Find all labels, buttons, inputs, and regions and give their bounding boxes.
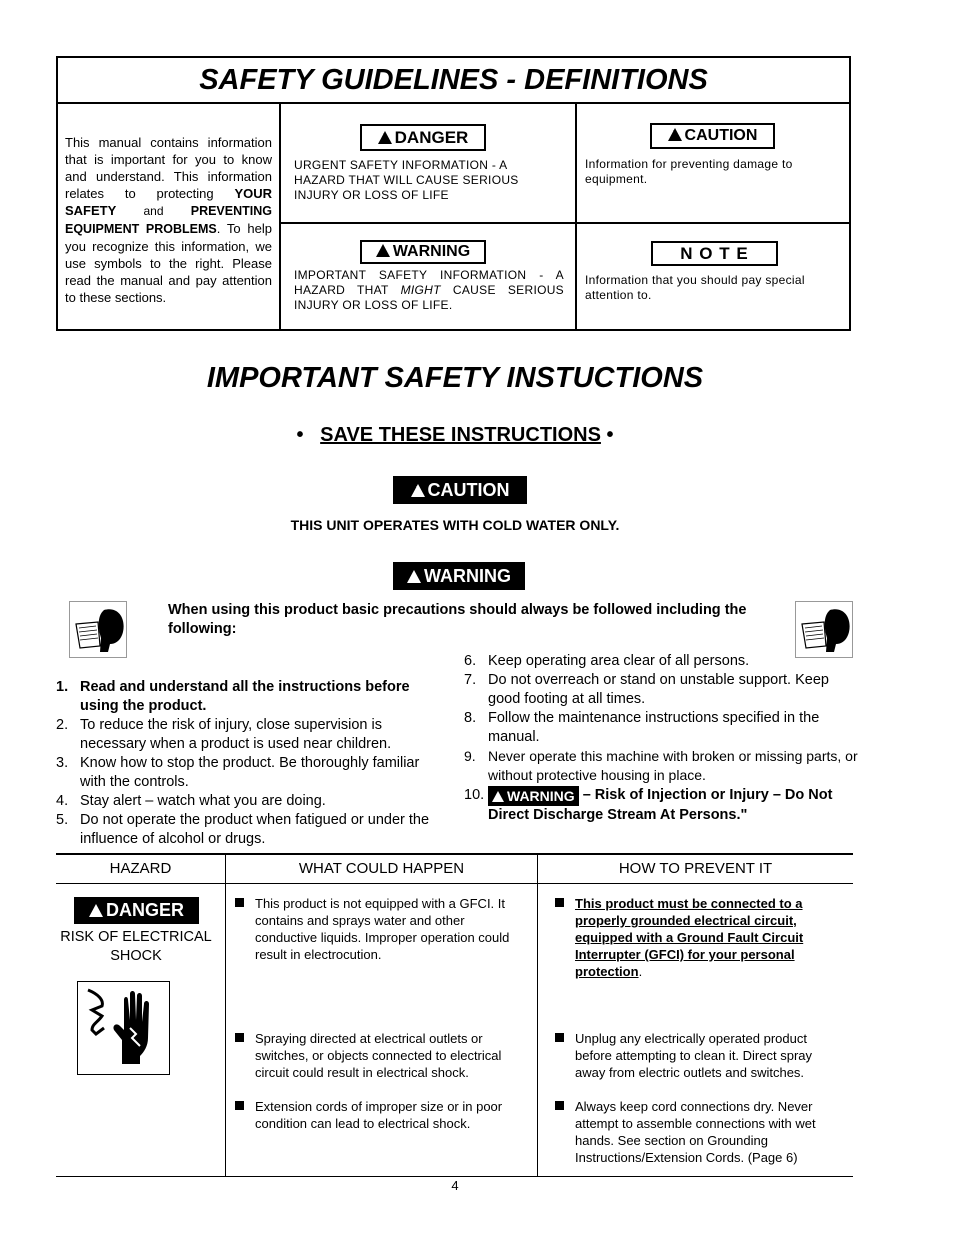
what-could-happen-column [235,895,527,1132]
danger-sign: !DANGER [360,124,486,151]
table-column-divider [537,855,538,1176]
list-item: 3. Know how to stop the product. Be thoroughly familiar with the controls. [56,755,420,790]
how-to-prevent-column [555,895,835,1166]
warning-triangle-icon [411,484,425,497]
danger-definition: URGENT SAFETY INFORMATION - A HAZARD THAT WILL CAUSE SERIOUS INJURY OR LOSS OF LIFE [294,158,519,202]
divider [575,104,577,331]
warning-definition: IMPORTANT SAFETY INFORMATION - A HAZARD THAT MIGHT CAUSE SERIOUS INJURY OR LOSS OF LIFE. [294,268,564,312]
read-manual-icon [69,601,127,658]
table-top-rule [56,853,853,855]
warning-triangle-icon [407,570,421,583]
page-number: 4 [451,1178,459,1193]
warning-triangle-icon [492,791,504,802]
electric-shock-icon [77,981,170,1075]
list-item: 8. Follow the maintenance instructions specified in the manual. [464,710,820,745]
divider [279,104,281,331]
definitions-box [56,56,851,331]
left-instruction-list [56,678,441,849]
list-item: Always keep cord connections dry. Never attempt to assemble connections with wet hands. See section on Grounding Instructions/Extension Cords. (Page 6) [555,1098,835,1166]
caution-sign: !CAUTION [650,123,775,149]
caution-sign: !CAUTION [393,476,527,504]
list-item: 4. Stay alert – watch what you are doing. [56,793,326,809]
table-header-rule [56,883,853,884]
list-item: 5. Do not operate the product when fatigued or under the influence of alcohol or drugs. [56,812,430,847]
list-item: This product is not equipped with a GFCI. It contains and sprays water and other conductive liquids. Improper operation could result in electrocution. [235,895,527,963]
divider [279,222,851,224]
warning-sign: !WARNING [360,240,486,264]
warning-sign: !WARNING [393,562,525,590]
list-item: 1. Read and understand all the instructions before using the product. [56,679,410,714]
list-item: 10. ! WARNING – Risk of Injection or Injury – Do Not Direct Discharge Stream At Persons." [464,786,858,825]
warning-triangle-icon [376,244,390,257]
intro-text: This manual contains information that is important for you to know and understand. This information relates to protecting YOUR SAFETY and PREVENTING EQUIPMENT PROBLEMS. To help you recognize this information, we use symbols to the right. Please read the manual and pay attention to these sections. [65,135,272,305]
table-header: HAZARD [109,860,172,877]
list-item: 9. Never operate this machine with broken or missing parts, or without protective housing in place. [464,748,858,783]
list-item: 6. Keep operating area clear of all persons. [464,653,750,669]
note-sign: N O T E [651,241,778,266]
danger-sign: !DANGER [74,897,199,924]
list-item: Unplug any electrically operated product before attempting to clean it. Direct spray away from electric outlets and switches. [555,1030,835,1081]
list-item: 7. Do not overreach or stand on unstable support. Keep good footing at all times. [464,672,829,707]
read-manual-icon [795,601,853,658]
definitions-title: SAFETY GUIDELINES - DEFINITIONS [58,58,849,104]
table-header: WHAT COULD HAPPEN [298,860,465,877]
precaution-statement: When using this product basic precautions should always be followed including the following: [168,602,747,637]
warning-triangle-icon [378,131,392,144]
save-instructions: • SAVE THESE INSTRUCTIONS • [296,424,614,446]
table-column-divider [225,855,226,1176]
list-item: This product must be connected to a properly grounded electrical circuit, equipped with a Ground Fault Circuit Interrupter (GFCI) for your personal protection. [555,895,835,980]
table-bottom-rule [56,1176,853,1177]
list-item: Spraying directed at electrical outlets or switches, or objects connected to electrical circuit could result in electrical shock. [235,1030,527,1081]
table-header: HOW TO PREVENT IT [618,860,773,877]
warning-triangle-icon [89,904,103,917]
hazard-text: RISK OF ELECTRICAL SHOCK [60,929,212,964]
warning-triangle-icon [668,128,682,141]
list-item: 2. To reduce the risk of injury, close supervision is necessary when a product is used near children. [56,717,392,752]
list-item: Extension cords of improper size or in poor condition can lead to electrical shock. [235,1098,527,1132]
main-title: IMPORTANT SAFETY INSTUCTIONS [206,362,704,394]
right-instruction-list [464,652,858,825]
warning-sign: ! WARNING [488,786,579,806]
cold-water-notice: THIS UNIT OPERATES WITH COLD WATER ONLY. [290,517,620,533]
note-definition: Information that you should pay special attention to. [585,273,805,302]
caution-definition: Information for preventing damage to equipment. [585,157,793,186]
